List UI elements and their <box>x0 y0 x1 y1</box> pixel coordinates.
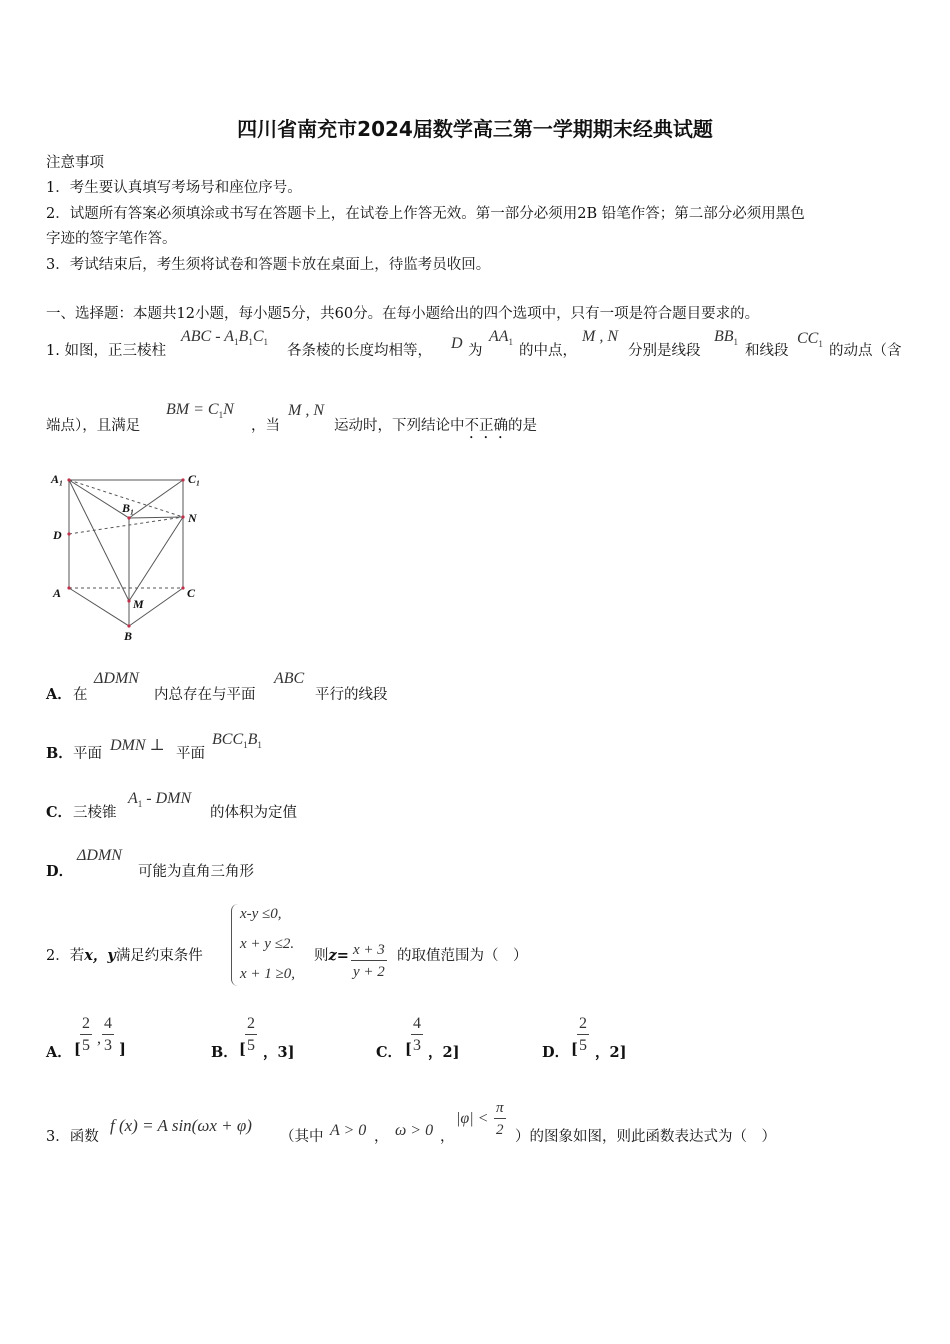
constraint-brace <box>231 904 238 986</box>
q1-emphasis: 不正确 <box>464 418 508 434</box>
label-C: C <box>187 586 196 600</box>
q3-text-1: 3．函数 <box>46 1129 99 1145</box>
label-B1: B₁ <box>122 501 135 515</box>
q2-option-c-sep: ， <box>428 1044 443 1061</box>
q1-text-8: 端点），且满足 <box>46 418 141 434</box>
q1-text-10: 运动时，下列结论中 <box>334 418 465 434</box>
q3-function: f (x) = A sin(ωx + φ) <box>110 1116 252 1135</box>
q1-option-a-math: ΔDMN <box>94 670 139 687</box>
q2-option-d-rest <box>595 1041 626 1062</box>
q2-option-c-value: 2 <box>442 1044 453 1061</box>
label-A: A <box>53 586 62 600</box>
q1-option-b-pre: 平面 <box>73 746 102 762</box>
label-D: D <box>53 528 62 542</box>
q2-option-a-letter: A． <box>46 1044 72 1061</box>
q2-option-b-close: ] <box>287 1044 295 1061</box>
q1-option-c-post: 的体积为定值 <box>210 805 297 821</box>
q1-text-4: 的中点， <box>519 343 577 359</box>
q2-option-d-sep: ， <box>595 1044 610 1061</box>
label-B: B <box>124 629 133 643</box>
q2-option-c-frac <box>411 1014 423 1057</box>
q2-option-b-frac <box>245 1014 257 1057</box>
q2-option-a-close: ] <box>119 1041 126 1058</box>
q2-text-1: 2．若 <box>46 948 85 964</box>
q1-option-c-math: $A_1$ - DMN <box>128 790 192 810</box>
q1-option-b-math: DMN ⊥ <box>110 737 165 754</box>
q2-text-4: 的取值范围为（ ） <box>397 948 528 964</box>
label-N: N <box>188 511 197 525</box>
q1-option-b-post: 平面 <box>176 746 205 762</box>
q2-option-c-close: ] <box>452 1044 460 1061</box>
q1-option-d-math: ΔDMN <box>77 847 122 864</box>
notice-heading: 注意事项 <box>46 155 104 171</box>
q3-text-3: ）的图象如图，则此函数表达式为（ ） <box>515 1129 776 1145</box>
q1-text-5: 分别是线段 <box>628 343 701 359</box>
q1-math-MN-2: M , N <box>288 402 324 419</box>
q1-option-a-post2: 平行的线段 <box>315 687 388 703</box>
q2-constraint-3: x + 1 ≥0, <box>240 966 296 982</box>
q3-cond-1: A > 0 <box>330 1122 367 1139</box>
q1-option-a-letter: A． <box>46 686 72 703</box>
q3-sep-1: ， <box>374 1129 389 1145</box>
q2-option-a-frac1 <box>80 1014 92 1057</box>
q1-text-3: 为 <box>468 343 483 359</box>
q2-option-d-frac-den: 5 <box>579 1037 587 1054</box>
q2-option-d-close: ] <box>619 1044 627 1061</box>
q2-option-c-open: [ <box>405 1041 412 1058</box>
q1-text-7: 的动点（含 <box>829 343 902 359</box>
q3-text-2: （其中 <box>280 1129 324 1145</box>
q1-math-D: D <box>451 335 463 352</box>
q2-option-b-open: [ <box>239 1041 246 1058</box>
q2-option-b-frac-num: 2 <box>245 1014 257 1035</box>
page-title: 四川省南充市2024届数学高三第一学期期末经典试题 <box>237 117 713 141</box>
q2-option-b-sep: ， <box>263 1044 278 1061</box>
q1-option-c-pre: 三棱锥 <box>73 805 117 821</box>
q2-option-a-frac2-den: 3 <box>104 1037 112 1054</box>
q1-option-b-letter: B． <box>46 745 73 762</box>
q2-text-3-wrap <box>314 944 349 965</box>
q1-option-b-math2: $BCC_1B_1$ <box>212 731 262 751</box>
q2-text-2: 满足约束条件 <box>115 948 203 964</box>
q2-option-b-value: 3 <box>277 1044 288 1061</box>
q2-text-3: 则 <box>314 948 329 964</box>
q2-zeq: z= <box>328 947 349 964</box>
q2-text-1-wrap <box>46 944 203 965</box>
q2-option-a-frac1-den: 5 <box>82 1037 90 1054</box>
q2-option-d-open: [ <box>571 1041 578 1058</box>
notice-item-2: 2．试题所有答案必须填涂或书写在答题卡上，在试卷上作答无效。第一部分必须用2B 铅笔作答；第二部分必须用黑色 <box>46 206 805 222</box>
q1-text-11: 的是 <box>508 418 537 434</box>
q1-option-a-pre: 在 <box>73 687 88 703</box>
q2-option-d-frac-num: 2 <box>577 1014 589 1035</box>
q1-text-1: 1. 如图，正三棱柱 <box>46 343 166 359</box>
q3-cond-2: ω > 0 <box>395 1122 434 1139</box>
q2-fraction-den: y + 2 <box>353 964 385 980</box>
q3-cond-3-frac-num: π <box>494 1098 506 1119</box>
q2-option-d-value: 2 <box>609 1044 620 1061</box>
q2-option-c-frac-num: 4 <box>411 1014 423 1035</box>
q2-option-a-open: [ <box>74 1041 81 1058</box>
q1-math-MN: M , N <box>582 328 618 345</box>
notice-item-3: 3．考试结束后，考生须将试卷和答题卡放在桌面上，待监考员收回。 <box>46 257 491 273</box>
label-C1: C₁ <box>188 472 201 486</box>
q1-option-d-post: 可能为直角三角形 <box>138 864 254 880</box>
q1-math-AA1: $AA_1$ <box>489 328 514 348</box>
q1-option-a-math2: ABC <box>274 670 305 687</box>
q2-vars: x，y <box>84 947 116 964</box>
q1-math-CC1: $CC_1$ <box>797 330 823 350</box>
q2-fraction <box>351 940 387 983</box>
q2-constraint-2: x + y ≤2. <box>240 936 295 952</box>
q3-cond-3-frac <box>494 1098 506 1141</box>
label-A1: A₁ <box>51 472 64 486</box>
q2-option-b-rest <box>263 1041 294 1062</box>
q2-option-a-frac1-num: 2 <box>80 1014 92 1035</box>
q2-option-b-letter: B． <box>211 1044 238 1061</box>
q3-cond-3-frac-den: 2 <box>496 1122 504 1138</box>
q2-option-a-sep: , <box>97 1030 101 1047</box>
q3-sep-2: ， <box>440 1129 455 1145</box>
q1-math-prism: ABC - $A_1B_1C_1$ <box>181 328 268 348</box>
notice-item-2-cont: 字迹的签字笔作答。 <box>46 231 177 247</box>
q1-text-2: 各条棱的长度均相等， <box>287 343 432 359</box>
notice-item-1: 1．考生要认真填写考场号和座位序号。 <box>46 180 302 196</box>
q1-option-a-post: 内总存在与平面 <box>154 687 256 703</box>
q2-option-c-rest <box>428 1041 459 1062</box>
q1-math-cond: BM = $C_1N$ <box>166 401 234 421</box>
q2-option-a-frac2 <box>102 1014 114 1057</box>
q2-fraction-num: x + 3 <box>351 940 387 961</box>
q1-text-9: ，当 <box>251 418 280 434</box>
q2-option-d-letter: D． <box>542 1044 570 1061</box>
q2-option-c-letter: C． <box>376 1044 403 1061</box>
q1-option-c-letter: C． <box>46 804 73 821</box>
prism-figure <box>40 466 220 651</box>
q1-option-d-letter: D． <box>46 863 74 880</box>
q2-option-b-frac-den: 5 <box>247 1037 255 1054</box>
label-M: M <box>133 597 144 611</box>
section-heading: 一、选择题：本题共12小题，每小题5分，共60分。在每小题给出的四个选项中，只有一项是符合题目要求的。 <box>46 306 760 322</box>
q2-option-a-frac2-num: 4 <box>102 1014 114 1035</box>
q2-option-c-frac-den: 3 <box>413 1037 421 1054</box>
q1-math-BB1: $BB_1$ <box>714 328 739 348</box>
q2-constraint-1: x-y ≤0, <box>240 906 282 922</box>
q1-text-6: 和线段 <box>745 343 789 359</box>
q3-cond-3-left: |φ| < <box>456 1110 489 1127</box>
q2-option-d-frac <box>577 1014 589 1057</box>
q1-text-10-wrap <box>334 414 537 442</box>
